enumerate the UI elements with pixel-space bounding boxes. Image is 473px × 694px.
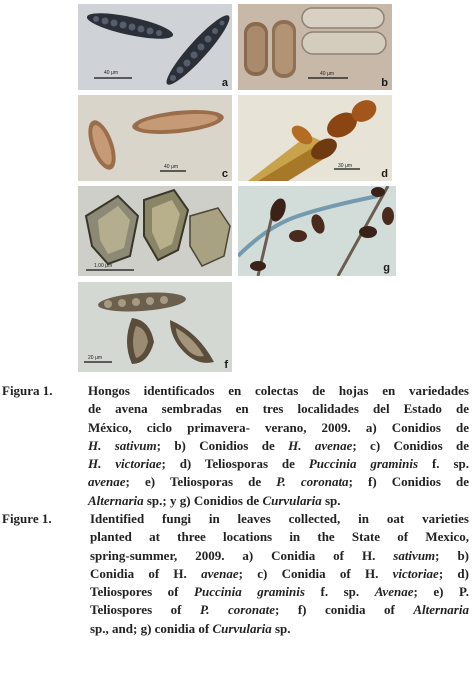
micrograph-panel-g	[238, 186, 396, 276]
scale-bar-label-d: 30 μm	[338, 163, 352, 169]
caption-line-en: Teliospores of Puccinia graminis f. sp. Avenae; e) P.	[90, 584, 469, 600]
micrograph-panel-f	[78, 282, 232, 372]
micrograph-panel-d	[238, 95, 392, 181]
panel-letter-d: d	[381, 168, 388, 180]
caption-line-es: México, ciclo primavera- verano, 2009. a) Conidios de	[88, 419, 469, 435]
caption-line-es: H. sativum; b) Conidios de H. avenae; c) Conidios de	[88, 437, 469, 453]
caption-line-en: planted at three locations in the State of Mexico,	[90, 529, 469, 545]
caption-line-es: Alternaria sp.; y g) Conidios de Curvularia sp.	[88, 492, 341, 508]
panel-letter-b: b	[381, 77, 388, 89]
scale-bar-label-a: 40 μm	[104, 70, 118, 76]
caption-line-es: de avena sembradas en tres localidades del Estado de	[88, 401, 469, 417]
micrograph-panel-e	[78, 186, 232, 276]
conidia-h-victoriae-image	[78, 95, 232, 181]
conidia-curvularia-image	[238, 186, 396, 276]
scale-bar-label-b: 40 μm	[320, 71, 334, 77]
caption-line-en: Identified fungi in leaves collected, in oat varieties	[90, 511, 469, 526]
micrograph-panel-a	[78, 4, 232, 90]
conidia-h-sativum-image	[78, 4, 232, 90]
panel-letter-a: a	[221, 77, 228, 89]
caption-line-es: H. victoriae; d) Teliosporas de Puccinia graminis f. sp.	[88, 456, 469, 472]
micrograph-panel-c	[78, 95, 232, 181]
panel-letter-c: c	[221, 168, 228, 180]
caption-line-es: avenae; e) Teliosporas de P. coronata; f) Conidios de	[88, 474, 469, 490]
scale-bar-label-f: 20 μm	[88, 355, 102, 361]
scale-bar-label-c: 40 μm	[164, 164, 178, 170]
caption-line-es: Hongos identificados en colectas de hojas en variedades	[88, 383, 469, 398]
caption-line-en: spring-summer, 2009. a) Conidia of H. sativum; b)	[90, 547, 469, 563]
caption-label-en: Figure 1.	[2, 511, 52, 526]
panel-letter-g: g	[383, 262, 390, 274]
panel-letter-f: f	[224, 359, 228, 371]
scale-bar-label-e: 1.00 μm	[94, 263, 113, 269]
caption-line-en: Conidia of H. avenae; c) Conidia of H. victoriae; d)	[90, 565, 469, 581]
figure-caption-english	[0, 510, 473, 638]
caption-line-en: Teliospores of P. coronate; f) conidia of Alternaria	[90, 602, 469, 618]
teliospores-puccinia-graminis-image	[238, 95, 392, 181]
conidia-h-avenae-image	[238, 4, 392, 90]
caption-line-en: sp., and; g) conidia of Curvularia sp.	[90, 620, 291, 636]
micrograph-panel-b	[238, 4, 392, 90]
figure-caption-spanish	[0, 382, 473, 510]
caption-label-es: Figura 1.	[2, 383, 53, 398]
